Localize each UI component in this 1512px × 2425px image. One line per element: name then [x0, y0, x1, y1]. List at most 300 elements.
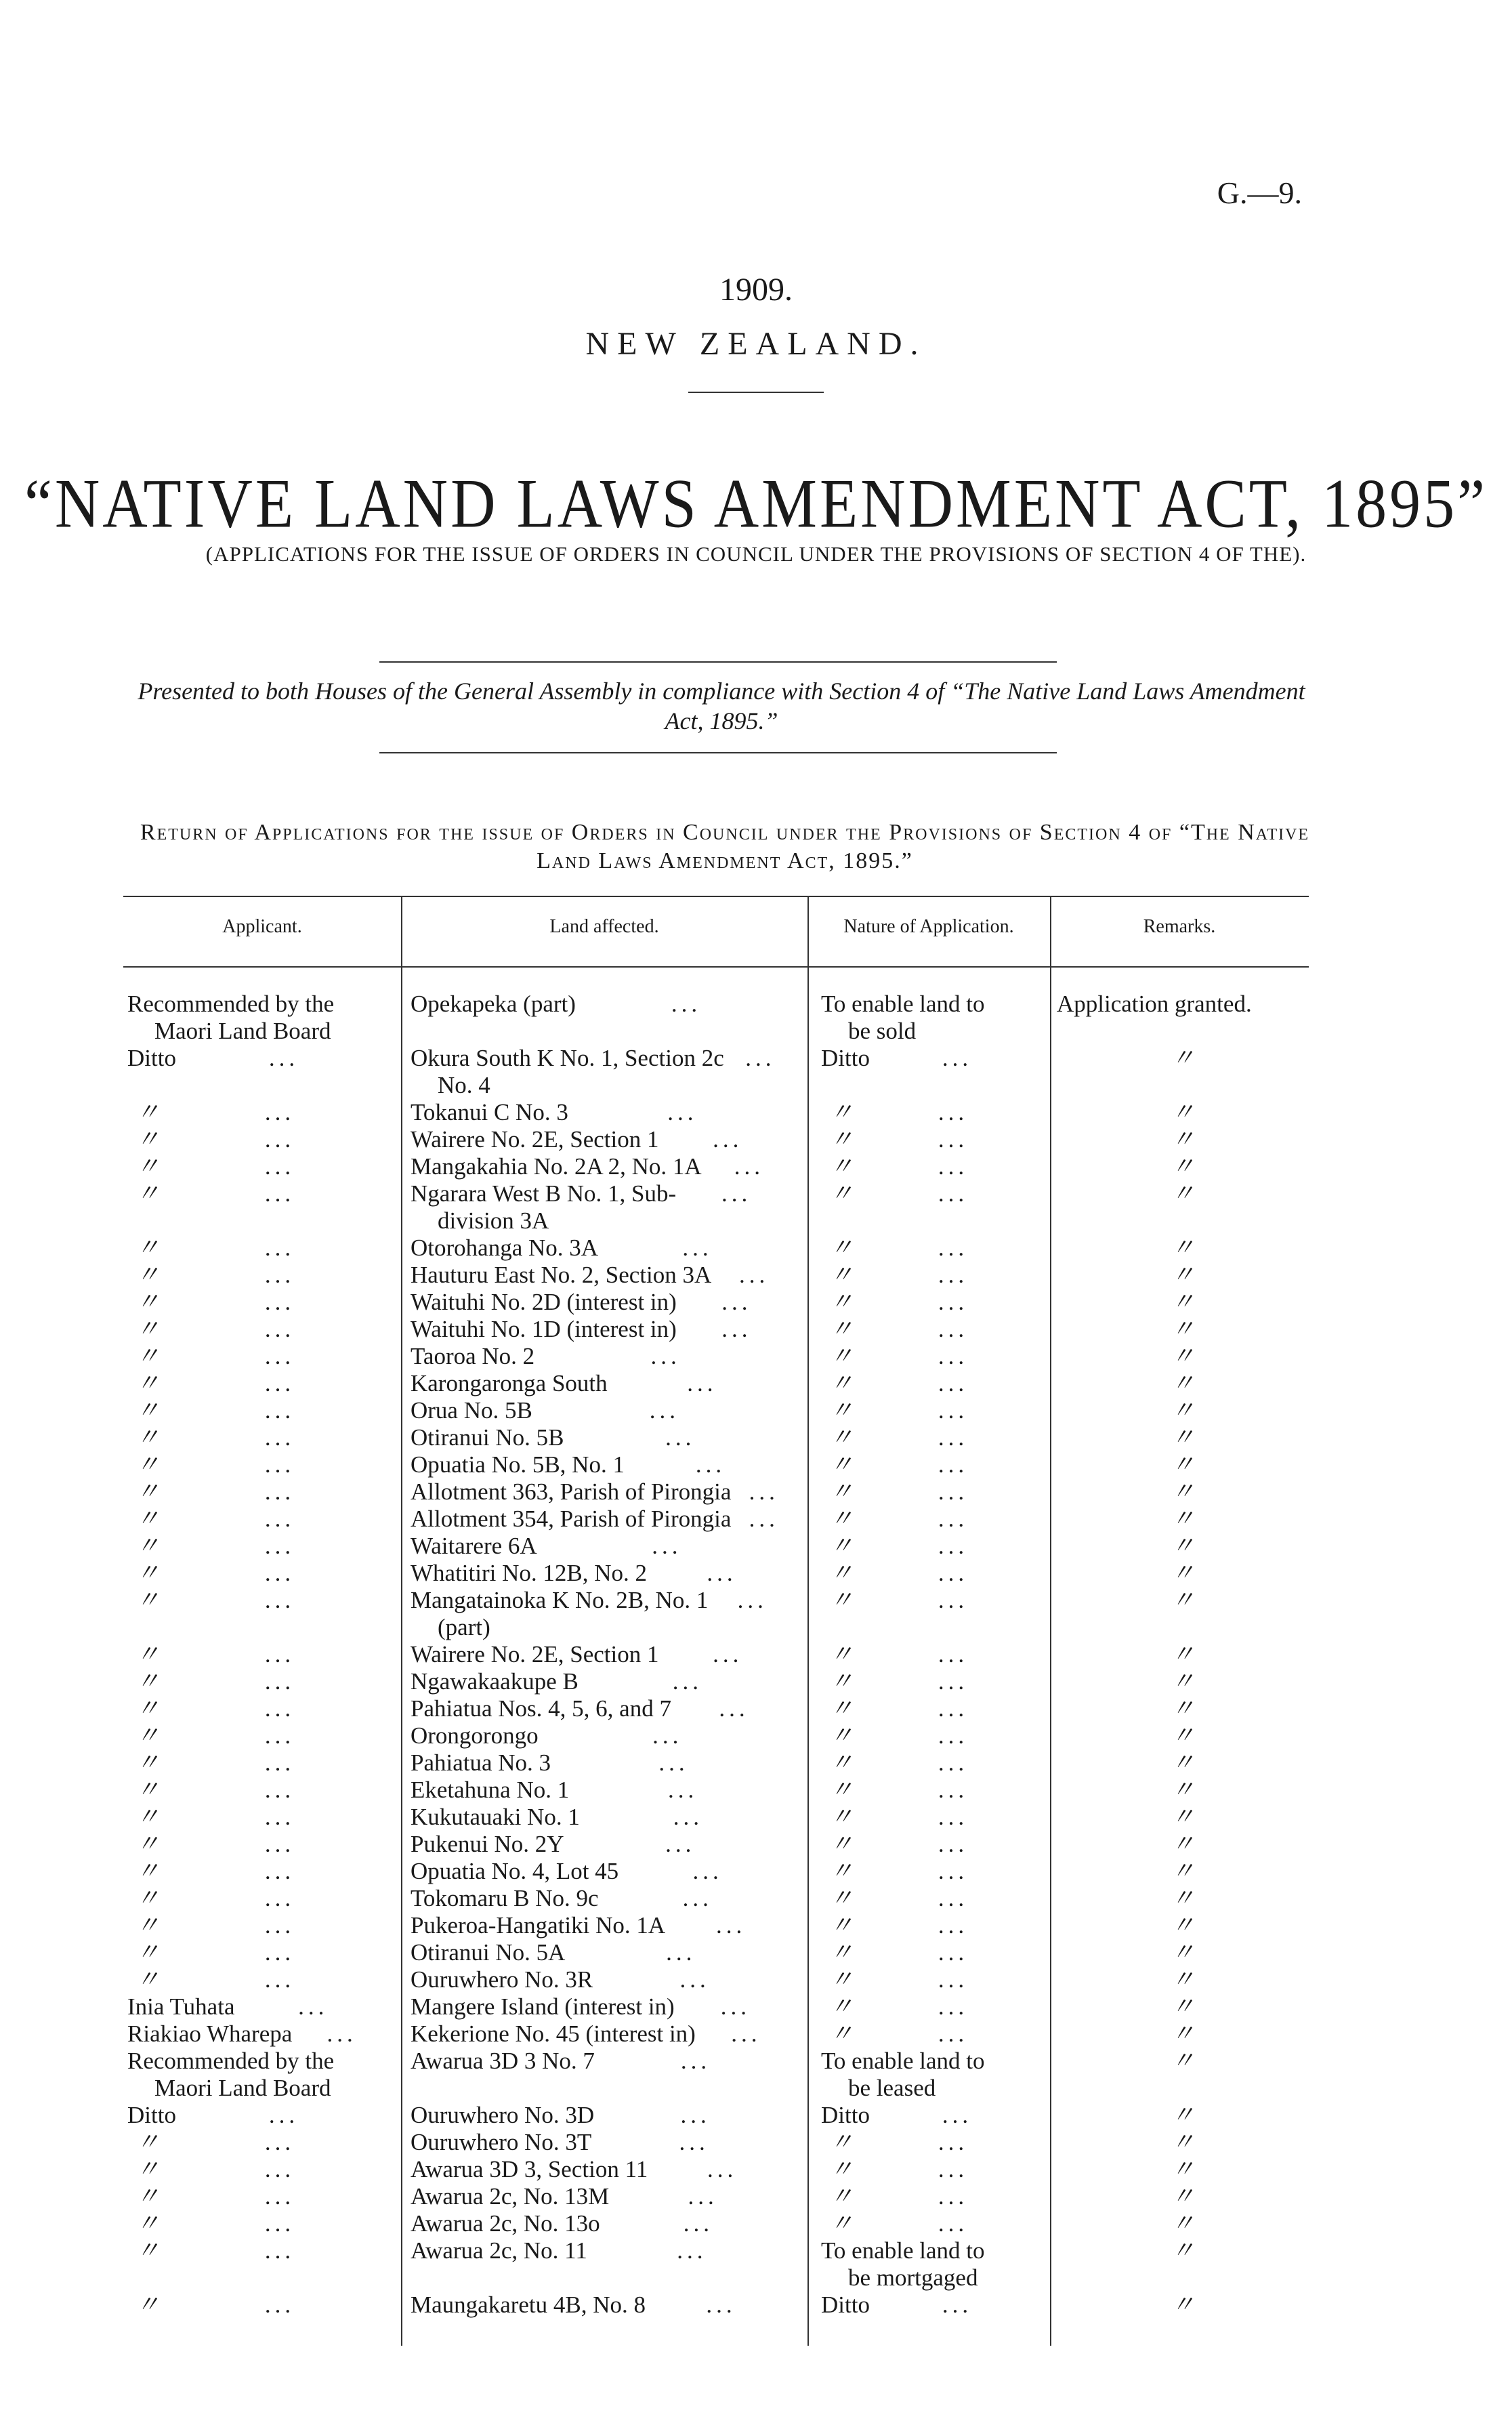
remarks-cell: 〃	[1171, 1235, 1195, 1261]
applicant-cell-text: 〃	[135, 1641, 160, 1667]
land-cell	[411, 1126, 797, 1153]
applicant-cell-text: 〃	[135, 1777, 160, 1803]
presented-statement: Presented to both Houses of the General Assembly in compliance with Section 4 of “The Native Land Laws Amendment Act, 1895.”	[138, 678, 1305, 734]
applicant-cell	[127, 2102, 392, 2129]
remarks-cell: 〃	[1171, 1126, 1195, 1153]
leader-dots: ...	[938, 2183, 969, 2210]
applicant-cell	[127, 1587, 392, 1614]
leader-dots: ...	[680, 2048, 711, 2074]
land-cell	[411, 1912, 797, 1939]
leader-dots: ...	[938, 1939, 969, 1966]
nature-cell-text: 〃	[829, 1966, 854, 1993]
applicant-cell	[127, 2292, 392, 2319]
leader-dots: ...	[707, 1560, 737, 1586]
nature-cell	[821, 1099, 1045, 1126]
land-cell-text: Hauturu East No. 2, Section 3A	[411, 1262, 712, 1288]
nature-cell-cont: be leased	[848, 2075, 936, 2101]
leader-dots: ...	[942, 1045, 973, 1071]
land-cell	[411, 1451, 797, 1478]
remarks-cell: 〃	[1171, 1668, 1195, 1695]
nature-cell-text: 〃	[829, 1180, 854, 1207]
applicant-cell	[127, 1722, 392, 1749]
nature-cell-text: 〃	[829, 1560, 854, 1586]
nature-cell	[821, 1045, 1045, 1072]
leader-dots: ...	[938, 1722, 969, 1749]
land-cell-text: Orua No. 5B	[411, 1397, 532, 1424]
leader-dots: ...	[665, 1831, 696, 1857]
leader-dots: ...	[682, 1885, 713, 1911]
remarks-cell: 〃	[1171, 1289, 1195, 1315]
land-cell-text: Mangere Island (interest in)	[411, 1993, 675, 2020]
applicant-cell	[127, 1831, 392, 1858]
leader-dots: ...	[264, 2129, 295, 2155]
nature-cell	[821, 1966, 1045, 1993]
land-cell-text: Eketahuna No. 1	[411, 1777, 570, 1803]
leader-dots: ...	[264, 1912, 295, 1939]
nature-cell-text: 〃	[829, 1831, 854, 1857]
nature-cell	[821, 1777, 1045, 1804]
leader-dots: ...	[938, 1370, 969, 1396]
applicant-cell-text: 〃	[135, 1180, 160, 1207]
nature-cell-text: 〃	[829, 1397, 854, 1424]
nature-cell	[821, 1804, 1045, 1831]
land-cell-text: Allotment 354, Parish of Pirongia	[411, 1506, 732, 1532]
nature-cell-text: 〃	[829, 1749, 854, 1776]
leader-dots: ...	[713, 1126, 743, 1153]
nature-cell-text: 〃	[829, 2129, 854, 2155]
remarks-cell: 〃	[1171, 1370, 1195, 1396]
act-title: “NATIVE LAND LAWS AMENDMENT ACT, 1895”	[24, 464, 1488, 543]
leader-dots: ...	[666, 1939, 696, 1966]
leader-dots: ...	[679, 1966, 710, 1993]
leader-dots: ...	[264, 2156, 295, 2182]
remarks-cell: 〃	[1171, 1560, 1195, 1586]
applicant-cell	[127, 1668, 392, 1695]
nature-cell	[821, 1478, 1045, 1506]
applicant-cell	[127, 1289, 392, 1316]
applicant-cell	[127, 1993, 392, 2020]
header-land-affected: Land affected.	[549, 916, 659, 937]
leader-dots: ...	[268, 2102, 299, 2128]
remarks-cell: 〃	[1171, 1153, 1195, 1180]
land-cell	[411, 2292, 797, 2319]
remarks-cell: 〃	[1171, 1939, 1195, 1966]
leader-dots: ...	[938, 1560, 969, 1586]
land-cell	[411, 1235, 797, 1262]
land-cell	[411, 2237, 797, 2264]
remarks-cell: 〃	[1171, 1424, 1195, 1451]
land-cell-text: Opuatia No. 5B, No. 1	[411, 1451, 625, 1478]
leader-dots: ...	[938, 1343, 969, 1369]
nature-cell	[821, 1424, 1045, 1451]
land-cell-text: Whatitiri No. 12B, No. 2	[411, 1560, 647, 1586]
nature-cell	[821, 1858, 1045, 1885]
land-cell-text: Waituhi No. 2D (interest in)	[411, 1289, 677, 1315]
remarks-cell: 〃	[1171, 1180, 1195, 1207]
land-cell-text: Allotment 363, Parish of Pirongia	[411, 1478, 732, 1505]
land-cell	[411, 1506, 797, 1533]
leader-dots: ...	[707, 2156, 738, 2182]
land-cell-text: Otiranui No. 5A	[411, 1939, 566, 1966]
leader-dots: ...	[264, 1966, 295, 1993]
nature-cell	[821, 1235, 1045, 1262]
nature-cell-text: 〃	[829, 2210, 854, 2237]
applicant-cell	[127, 1885, 392, 1912]
land-cell	[411, 1587, 797, 1641]
leader-dots: ...	[264, 1370, 295, 1396]
leader-dots: ...	[938, 1587, 969, 1613]
leader-dots: ...	[649, 1397, 680, 1424]
leader-dots: ...	[938, 1424, 969, 1451]
remarks-cell: 〃	[1171, 1966, 1195, 1993]
applicant-cell-text: 〃	[135, 1722, 160, 1749]
leader-dots: ...	[688, 2183, 718, 2210]
nature-cell	[821, 1939, 1045, 1966]
land-cell	[411, 1560, 797, 1587]
applicant-cell	[127, 1424, 392, 1451]
remarks-cell: 〃	[1171, 1804, 1195, 1830]
leader-dots: ...	[264, 1424, 295, 1451]
remarks-cell: 〃	[1171, 2020, 1195, 2047]
leader-dots: ...	[264, 1560, 295, 1586]
nature-cell-text: 〃	[829, 1912, 854, 1939]
nature-cell	[821, 1587, 1045, 1614]
remarks-cell: 〃	[1171, 1397, 1195, 1424]
nature-cell	[821, 2048, 1045, 2102]
leader-dots: ...	[264, 1235, 295, 1261]
leader-dots: ...	[264, 1451, 295, 1478]
land-cell-text: Opuatia No. 4, Lot 45	[411, 1858, 619, 1884]
nature-cell	[821, 1397, 1045, 1424]
leader-dots: ...	[942, 2292, 973, 2318]
nature-cell	[821, 1831, 1045, 1858]
land-cell-text: Okura South K No. 1, Section 2c	[411, 1045, 724, 1071]
applicant-cell-text: 〃	[135, 1289, 160, 1315]
leader-dots: ...	[721, 1180, 752, 1207]
applicant-cell	[127, 2237, 392, 2264]
land-cell	[411, 1749, 797, 1777]
applicant-cell-text: Inia Tuhata	[127, 1993, 235, 2020]
applicant-cell	[127, 1749, 392, 1777]
table-header-rule	[123, 966, 1309, 968]
leader-dots: ...	[264, 1885, 295, 1911]
leader-dots: ...	[264, 1858, 295, 1884]
land-cell	[411, 1695, 797, 1722]
nature-cell	[821, 1560, 1045, 1587]
land-cell	[411, 1289, 797, 1316]
leader-dots: ...	[682, 1235, 713, 1261]
land-cell-cont: division 3A	[438, 1207, 549, 1234]
applicant-cell-text: 〃	[135, 1126, 160, 1153]
land-cell-text: Wairere No. 2E, Section 1	[411, 1126, 659, 1153]
nature-cell-text: Ditto	[821, 1045, 870, 1071]
remarks-cell: Application granted.	[1057, 991, 1252, 1017]
remarks-cell: 〃	[1171, 1587, 1195, 1613]
land-cell-text: Mangatainoka K No. 2B, No. 1	[411, 1587, 709, 1613]
nature-cell-text: 〃	[829, 2020, 854, 2047]
nature-cell	[821, 1993, 1045, 2020]
applicant-cell	[127, 1533, 392, 1560]
applicant-cell-text: 〃	[135, 1099, 160, 1125]
nature-cell-text: 〃	[829, 1587, 854, 1613]
nature-cell-text: 〃	[829, 1885, 854, 1911]
nature-cell-text: Ditto	[821, 2102, 870, 2128]
land-cell-text: Waitarere 6A	[411, 1533, 537, 1559]
remarks-cell: 〃	[1171, 2183, 1195, 2210]
remarks-cell: 〃	[1171, 1099, 1195, 1125]
applicant-cell	[127, 1478, 392, 1506]
leader-dots: ...	[264, 1153, 295, 1180]
remarks-cell: 〃	[1171, 1316, 1195, 1342]
remarks-cell: 〃	[1171, 1695, 1195, 1722]
year: 1909.	[719, 272, 793, 308]
leader-dots: ...	[650, 1343, 681, 1369]
leader-dots: ...	[938, 1316, 969, 1342]
applicant-cell-text: 〃	[135, 1153, 160, 1180]
nature-cell-text: 〃	[829, 1478, 854, 1505]
applicant-cell-text: 〃	[135, 1912, 160, 1939]
leader-dots: ...	[671, 991, 702, 1017]
land-cell	[411, 2129, 797, 2156]
nature-cell-text: 〃	[829, 1939, 854, 1966]
leader-dots: ...	[264, 1695, 295, 1722]
nature-cell	[821, 1533, 1045, 1560]
applicant-cell	[127, 1560, 392, 1587]
applicant-cell	[127, 1235, 392, 1262]
applicant-cell-text: 〃	[135, 2237, 160, 2264]
leader-dots: ...	[734, 1153, 764, 1180]
nature-cell-cont: be sold	[848, 1018, 917, 1044]
remarks-cell: 〃	[1171, 1533, 1195, 1559]
nature-cell-text: 〃	[829, 2183, 854, 2210]
land-cell	[411, 1858, 797, 1885]
leader-dots: ...	[687, 1370, 717, 1396]
land-cell	[411, 1153, 797, 1180]
nature-cell-text: 〃	[829, 1343, 854, 1369]
leader-dots: ...	[938, 1235, 969, 1261]
applicant-cell	[127, 1777, 392, 1804]
remarks-cell: 〃	[1171, 1722, 1195, 1749]
leader-dots: ...	[264, 1831, 295, 1857]
applicant-cell-text: 〃	[135, 1262, 160, 1288]
land-cell	[411, 1533, 797, 1560]
land-cell	[411, 1180, 797, 1235]
nature-cell-cont: be mortgaged	[848, 2264, 978, 2291]
applicant-cell-text: 〃	[135, 1478, 160, 1505]
leader-dots: ...	[938, 1858, 969, 1884]
land-cell	[411, 1099, 797, 1126]
applicant-cell-text: 〃	[135, 1749, 160, 1776]
applicant-cell-text: 〃	[135, 1235, 160, 1261]
land-cell-text: Pahiatua Nos. 4, 5, 6, and 7	[411, 1695, 671, 1722]
applicant-cell	[127, 2129, 392, 2156]
leader-dots: ...	[264, 1668, 295, 1695]
leader-dots: ...	[938, 1153, 969, 1180]
leader-dots: ...	[673, 1804, 704, 1830]
applicant-cell-text: Recommended by the	[127, 991, 335, 1017]
land-cell	[411, 1831, 797, 1858]
land-cell-text: Mangakahia No. 2A 2, No. 1A	[411, 1153, 702, 1180]
nature-cell	[821, 1695, 1045, 1722]
applicant-cell	[127, 2020, 392, 2048]
nature-cell	[821, 1180, 1045, 1207]
remarks-cell: 〃	[1171, 1343, 1195, 1369]
applicant-cell-text: 〃	[135, 1858, 160, 1884]
leader-dots: ...	[749, 1478, 779, 1505]
leader-dots: ...	[706, 2292, 736, 2318]
leader-dots: ...	[938, 1831, 969, 1857]
applicant-cell-text: 〃	[135, 1668, 160, 1695]
applicant-cell-text: 〃	[135, 1370, 160, 1396]
leader-dots: ...	[264, 1722, 295, 1749]
applicant-cell-text: 〃	[135, 1560, 160, 1586]
land-cell	[411, 2183, 797, 2210]
applicant-cell	[127, 1370, 392, 1397]
leader-dots: ...	[938, 1695, 969, 1722]
remarks-cell: 〃	[1171, 2156, 1195, 2182]
nature-cell-text: 〃	[829, 1370, 854, 1396]
leader-dots: ...	[731, 2020, 761, 2047]
land-cell	[411, 1993, 797, 2020]
leader-dots: ...	[264, 1126, 295, 1153]
applicant-cell-cont: Maori Land Board	[154, 1018, 331, 1044]
leader-dots: ...	[938, 1912, 969, 1939]
applicant-cell-text: 〃	[135, 1451, 160, 1478]
land-cell	[411, 1804, 797, 1831]
leader-dots: ...	[938, 2210, 969, 2237]
leader-dots: ...	[264, 1939, 295, 1966]
leader-dots: ...	[677, 2237, 707, 2264]
applicant-cell-text: 〃	[135, 2183, 160, 2210]
applicant-cell-text: 〃	[135, 1424, 160, 1451]
land-cell-text: Tokanui C No. 3	[411, 1099, 568, 1125]
leader-dots: ...	[938, 1804, 969, 1830]
leader-dots: ...	[264, 1099, 295, 1125]
nature-cell	[821, 1722, 1045, 1749]
land-cell	[411, 1424, 797, 1451]
header-remarks: Remarks.	[1143, 916, 1216, 937]
leader-dots: ...	[264, 1641, 295, 1667]
land-cell-text: Otiranui No. 5B	[411, 1424, 564, 1451]
remarks-cell: 〃	[1171, 1993, 1195, 2020]
leader-dots: ...	[264, 1804, 295, 1830]
leader-dots: ...	[938, 1641, 969, 1667]
nature-cell	[821, 2129, 1045, 2156]
leader-dots: ...	[938, 2156, 969, 2182]
nature-cell	[821, 1126, 1045, 1153]
applicant-cell-text: Recommended by the	[127, 2048, 335, 2074]
leader-dots: ...	[264, 1587, 295, 1613]
land-cell-cont: No. 4	[438, 1072, 490, 1098]
land-cell-text: Opekapeka (part)	[411, 991, 576, 1017]
nature-cell-text: 〃	[829, 1533, 854, 1559]
column-rule	[401, 896, 402, 2346]
nature-cell-text: 〃	[829, 1777, 854, 1803]
applicant-cell	[127, 1126, 392, 1153]
leader-dots: ...	[749, 1506, 779, 1532]
land-cell-text: Kukutauaki No. 1	[411, 1804, 580, 1830]
leader-dots: ...	[938, 2129, 969, 2155]
land-cell	[411, 2020, 797, 2048]
land-cell-text: Karongaronga South	[411, 1370, 608, 1396]
leader-dots: ...	[695, 1451, 726, 1478]
land-cell	[411, 2156, 797, 2183]
applicant-cell	[127, 1966, 392, 1993]
column-rule	[1050, 896, 1051, 2346]
nature-cell	[821, 1451, 1045, 1478]
leader-dots: ...	[679, 2129, 709, 2155]
applicant-cell	[127, 2210, 392, 2237]
land-cell	[411, 2048, 797, 2075]
applicant-cell	[127, 991, 392, 1045]
leader-dots: ...	[938, 1451, 969, 1478]
nature-cell-text: 〃	[829, 1506, 854, 1532]
leader-dots: ...	[938, 1262, 969, 1288]
divider	[379, 661, 1057, 663]
remarks-cell: 〃	[1171, 1858, 1195, 1884]
leader-dots: ...	[745, 1045, 776, 1071]
leader-dots: ...	[298, 1993, 329, 2020]
land-cell-text: Awarua 2c, No. 13o	[411, 2210, 600, 2237]
leader-dots: ...	[264, 1533, 295, 1559]
land-cell-text: Awarua 3D 3, Section 11	[411, 2156, 648, 2182]
leader-dots: ...	[652, 1722, 683, 1749]
nature-cell-text: 〃	[829, 1695, 854, 1722]
applicant-cell	[127, 1180, 392, 1207]
land-cell-text: Pahiatua No. 3	[411, 1749, 551, 1776]
remarks-cell: 〃	[1171, 1451, 1195, 1478]
applicant-cell-text: 〃	[135, 1587, 160, 1613]
nature-cell-text: 〃	[829, 1316, 854, 1342]
page-ref: G.—9.	[1217, 175, 1302, 210]
land-cell	[411, 1885, 797, 1912]
leader-dots: ...	[719, 1695, 749, 1722]
nature-cell	[821, 1343, 1045, 1370]
land-cell-text: Ngawakaakupe B	[411, 1668, 579, 1695]
land-cell	[411, 1316, 797, 1343]
country: NEW ZEALAND.	[585, 326, 927, 362]
applicant-cell-text: Riakiao Wharepa	[127, 2020, 293, 2047]
table-top-rule	[123, 896, 1309, 897]
leader-dots: ...	[938, 1289, 969, 1315]
leader-dots: ...	[264, 1262, 295, 1288]
remarks-cell: 〃	[1171, 1885, 1195, 1911]
nature-cell-text: 〃	[829, 1668, 854, 1695]
applicant-cell-text: 〃	[135, 2129, 160, 2155]
applicant-cell	[127, 1912, 392, 1939]
applicant-cell-text: 〃	[135, 1506, 160, 1532]
land-cell	[411, 991, 797, 1018]
applicant-cell	[127, 2048, 392, 2102]
nature-cell	[821, 2020, 1045, 2048]
nature-cell-text: To enable land to	[821, 2048, 985, 2074]
nature-cell-text: 〃	[829, 1289, 854, 1315]
applicant-cell-text: 〃	[135, 1397, 160, 1424]
land-cell	[411, 1397, 797, 1424]
leader-dots: ...	[938, 1126, 969, 1153]
leader-dots: ...	[938, 1180, 969, 1207]
land-cell-text: Ngarara West B No. 1, Sub-	[411, 1180, 677, 1207]
leader-dots: ...	[713, 1641, 743, 1667]
land-cell-text: Maungakaretu 4B, No. 8	[411, 2292, 646, 2318]
remarks-cell: 〃	[1171, 1641, 1195, 1667]
land-cell	[411, 1966, 797, 1993]
nature-cell	[821, 2183, 1045, 2210]
leader-dots: ...	[938, 1397, 969, 1424]
applicant-cell	[127, 1695, 392, 1722]
nature-cell-text: 〃	[829, 1153, 854, 1180]
leader-dots: ...	[264, 1749, 295, 1776]
